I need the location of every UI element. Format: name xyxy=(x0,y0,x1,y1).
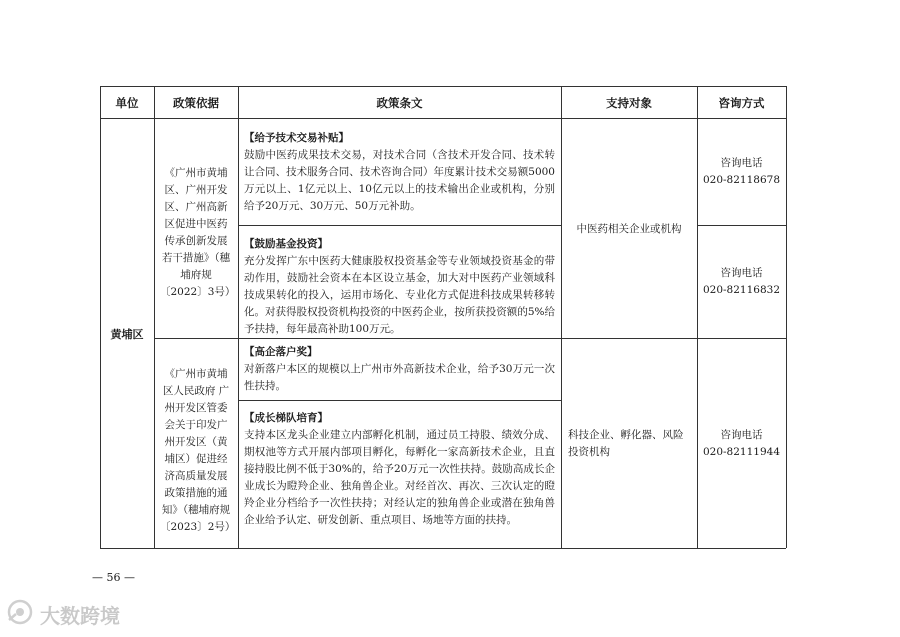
clause-body: 鼓励中医药成果技术交易，对技术合同（含技术开发合同、技术转让合同、技术服务合同、技术咨询合同）年度累计技术交易额5000万元以上、1亿元以上、10亿元以上的技术输出企业或机构，分别给予20万元、30万元、50万元补助。 xyxy=(244,149,555,212)
target-text: 中医药相关企业或机构 xyxy=(576,223,682,235)
contact-label: 咨询电话 xyxy=(720,157,763,169)
policy-clause xyxy=(244,236,555,338)
contact-cell xyxy=(697,119,786,225)
clause-body: 支持本区龙头企业建立内部孵化机制，通过员工持股、绩效分成、期权池等方式开展内部项目孵化，每孵化一家高新技术企业，且直接持股比例不低于30%的，给予20万元一次性扶持。鼓励高成长企业成长为瞪羚企业、独角兽企业。对经首次、再次、三次认定的瞪羚企业分档给予一次性扶持；对经认定的独角兽企业或潜在独角兽企业给予认定、研发创新、重点项目、场地等方面的扶持。 xyxy=(244,429,555,526)
col-divider xyxy=(154,86,155,548)
watermark-text: 大数跨境 xyxy=(40,603,120,628)
clause-body: 对新落户本区的规模以上广州市外高新技术企业，给予30万元一次性扶持。 xyxy=(244,363,555,392)
policy-clause xyxy=(244,130,555,215)
watermark xyxy=(6,598,120,630)
contact-cell xyxy=(697,226,786,338)
clause-title: 【鼓励基金投资】 xyxy=(244,238,328,250)
contact-phone: 020-82116832 xyxy=(702,284,781,296)
contact-label: 咨询电话 xyxy=(720,267,763,279)
header-contact: 咨询方式 xyxy=(718,95,765,110)
header-basis: 政策依据 xyxy=(173,95,219,110)
row-divider xyxy=(238,400,561,401)
unit-name: 黄埔区 xyxy=(110,327,144,341)
support-target: 科技企业、孵化器、风险投资机构 xyxy=(568,429,684,458)
policy-clause xyxy=(244,344,555,395)
row-divider xyxy=(238,225,561,226)
header-target: 支持对象 xyxy=(606,95,652,110)
header-unit: 单位 xyxy=(115,95,139,110)
clause-title: 【高企落户奖】 xyxy=(244,346,318,358)
policy-basis: 《广州市黄埔区人民政府 广州开发区管委会关于印发广州开发区（黄埔区）促进经济高质量发展政策措施的通知》（穗埔府规〔2023〕2号） xyxy=(160,368,236,533)
contact-phone: 020-82111944 xyxy=(702,445,781,458)
group-divider xyxy=(154,338,786,339)
contact-cell xyxy=(697,339,786,548)
clause-body: 充分发挥广东中医药大健康股权投资基金等专业领域投资基金的带动作用，鼓励社会资本在本区设立基金，加大对中医药产业领域科技成果转化的投入，运用市场化、专业化方式促进科技成果转移转化。对获得股权投资机构投资的中医药企业，按所获投资额的5%给予扶持，每年最高补助100万元。 xyxy=(244,255,555,335)
contact-phone: 020-82118678 xyxy=(702,174,781,186)
header-text: 政策条文 xyxy=(376,95,423,110)
table-border-bottom xyxy=(100,548,786,549)
watermark-logo-icon xyxy=(6,598,36,631)
clause-title: 【给予技术交易补贴】 xyxy=(244,132,349,144)
unit-cell xyxy=(100,119,154,548)
table-border-right xyxy=(786,86,787,548)
page-number: — 56 — xyxy=(92,571,135,584)
clause-title: 【成长梯队培育】 xyxy=(244,412,328,424)
policy-clause xyxy=(244,410,555,529)
policy-basis: 《广州市黄埔区、广州开发区、广州高新区促进中医药传承创新发展若干措施》（穗埔府规〔2022〕3号） xyxy=(160,167,236,298)
support-target xyxy=(561,119,697,338)
col-divider xyxy=(238,86,239,548)
contact-label: 咨询电话 xyxy=(720,428,763,441)
